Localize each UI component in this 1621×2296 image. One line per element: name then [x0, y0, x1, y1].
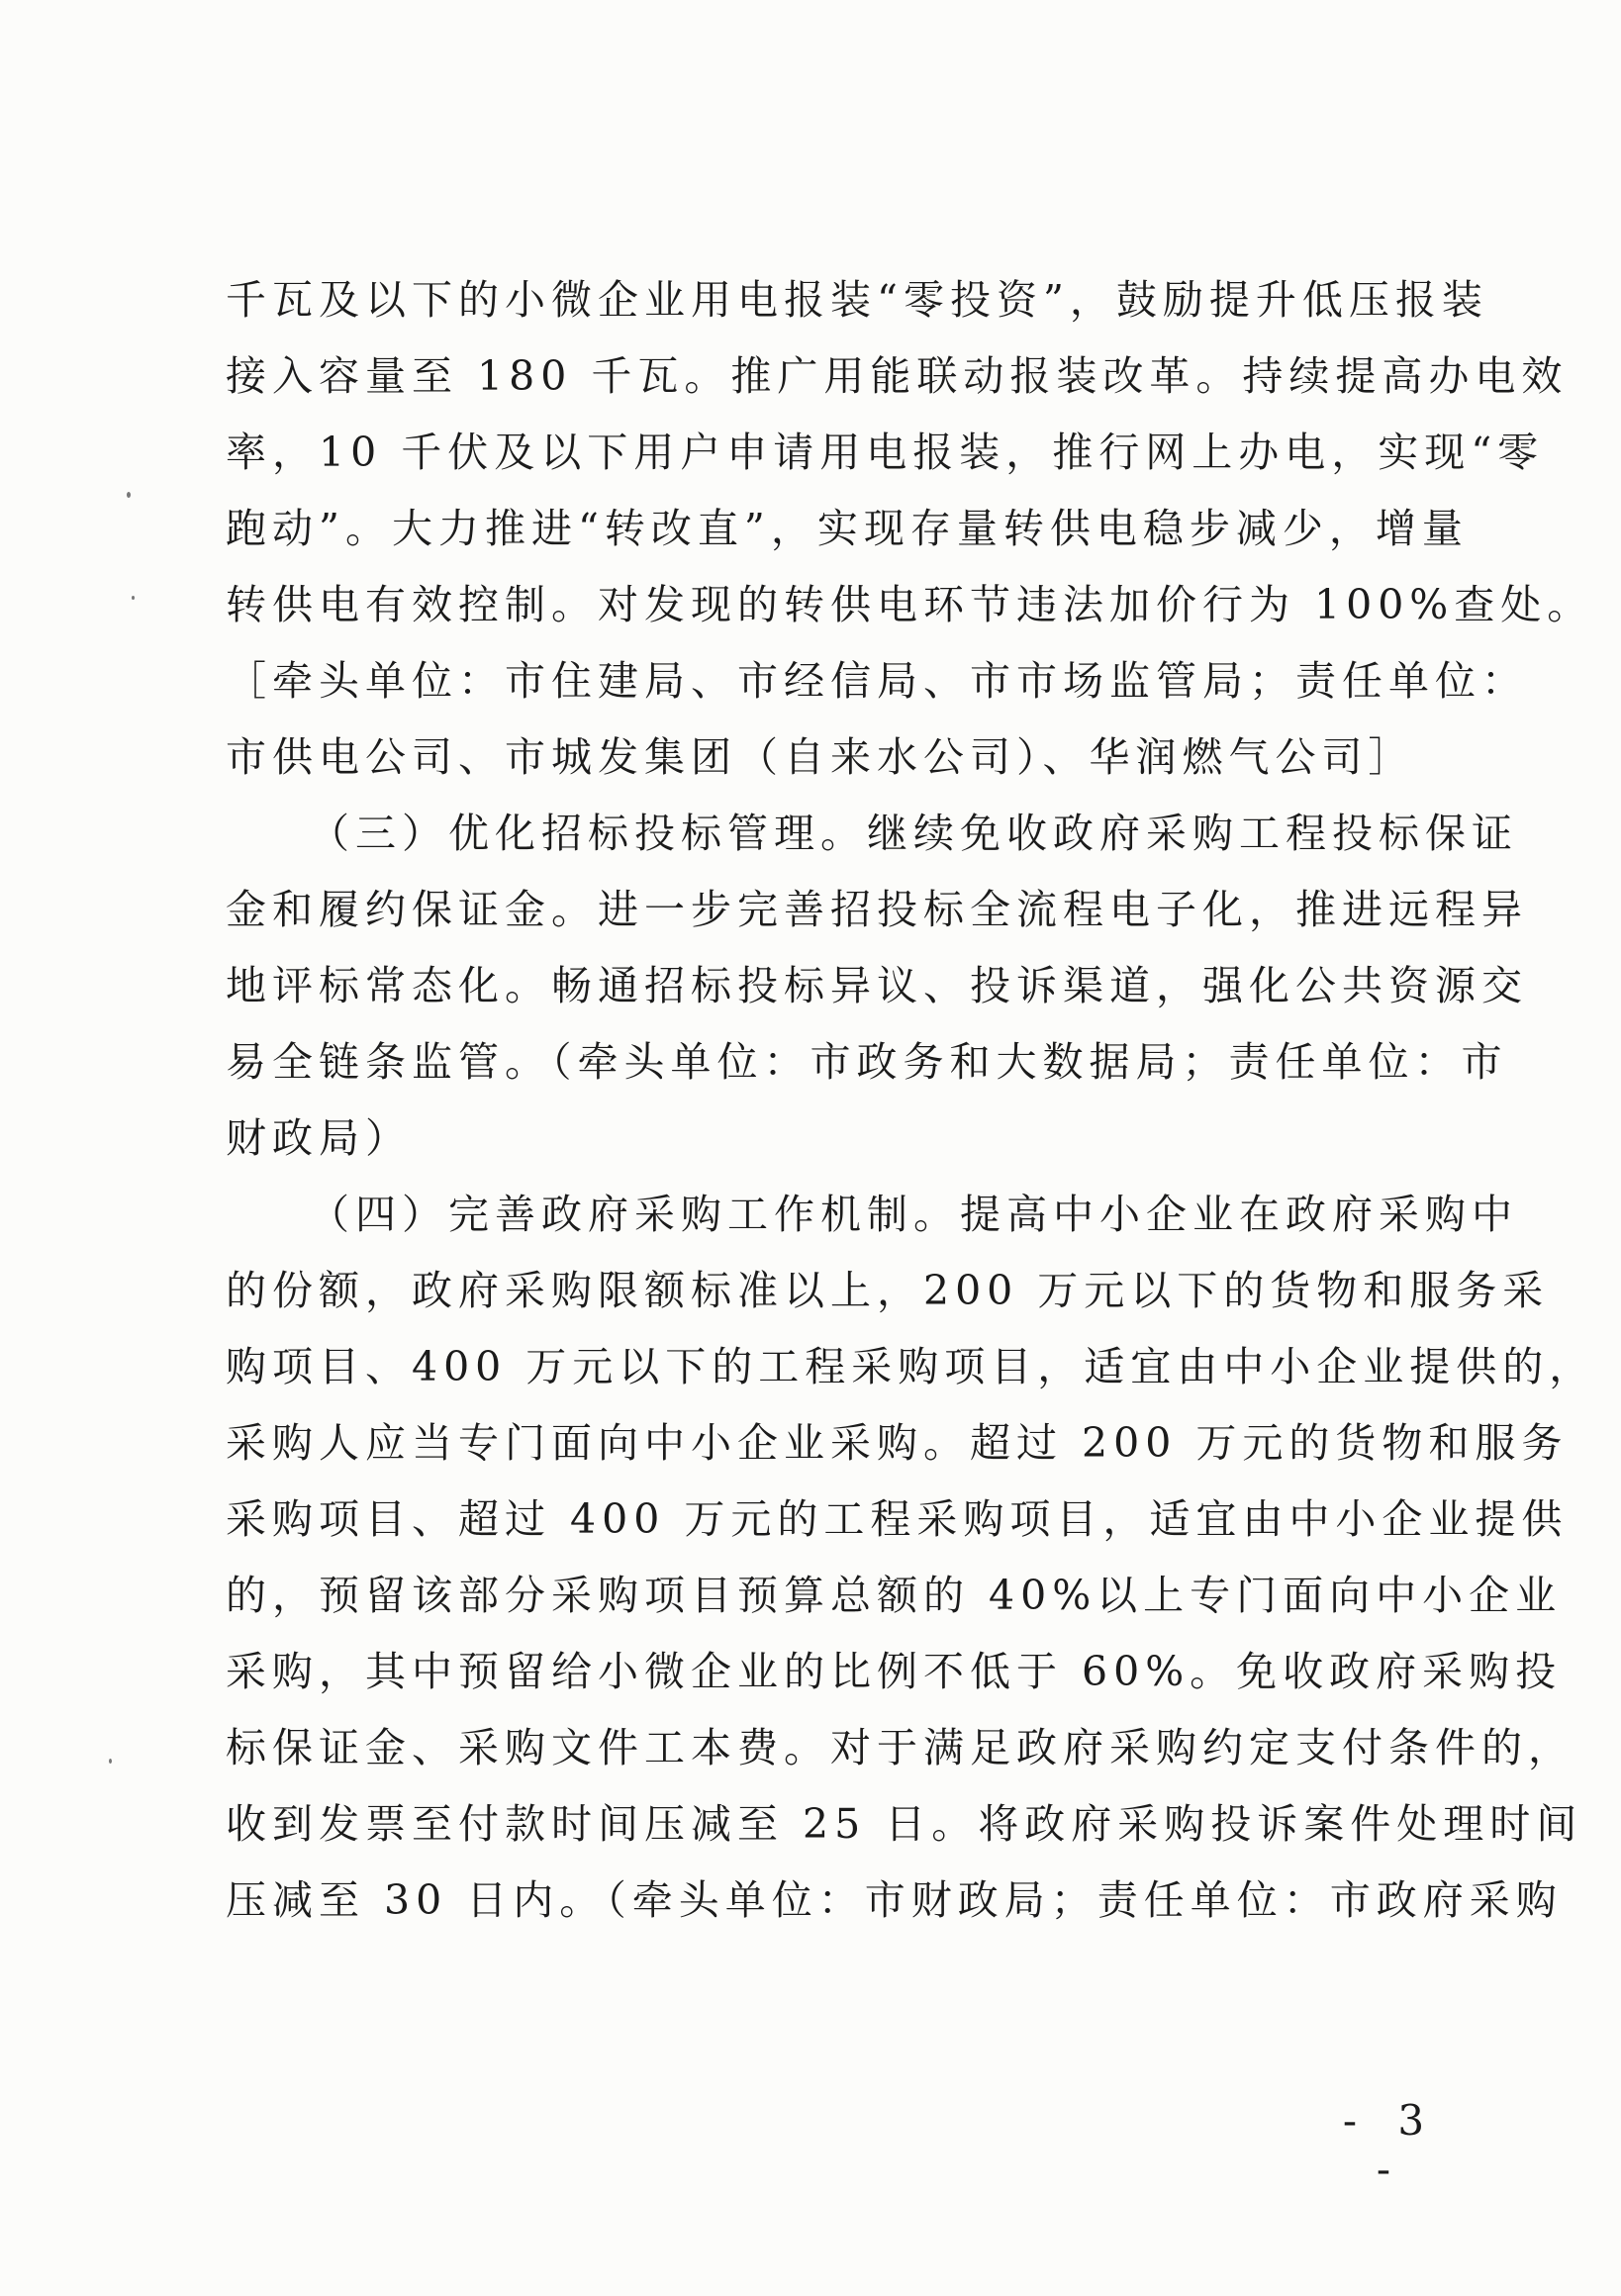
text-line: 易全链条监管。（牵头单位：市政务和大数据局；责任单位：市 — [226, 1038, 1508, 1086]
text-line: 采购，其中预留给小微企业的比例不低于 60%。免收政府采购投 — [226, 1648, 1563, 1695]
text-line: 采购项目、超过 400 万元的工程采购项目，适宜由中小企业提供 — [226, 1495, 1569, 1543]
paragraph-heading-line: （三）优化招标投标管理。继续免收政府采购工程投标保证 — [309, 810, 1518, 857]
text-line: 的份额，政府采购限额标准以上，200 万元以下的货物和服务采 — [226, 1267, 1550, 1314]
paragraph-heading-line: （四）完善政府采购工作机制。提高中小企业在政府采购中 — [309, 1191, 1518, 1238]
scan-speck — [127, 492, 131, 498]
text-line: 跑动”。大力推进“转改直”，实现存量转供电稳步减少，增量 — [226, 505, 1469, 552]
text-line: 标保证金、采购文件工本费。对于满足政府采购约定支付条件的， — [226, 1724, 1574, 1771]
text-line: 地评标常态化。畅通招标投标异议、投诉渠道，强化公共资源交 — [226, 962, 1528, 1009]
text-line: 采购人应当专门面向中小企业采购。超过 200 万元的货物和服务 — [226, 1419, 1569, 1467]
text-line: 转供电有效控制。对发现的转供电环节违法加价行为 100%查处。 — [226, 581, 1594, 628]
text-line: ［牵头单位：市住建局、市经信局、市市场监管局；责任单位： — [226, 657, 1528, 705]
text-line: 财政局） — [226, 1114, 412, 1162]
page-number: - 3 - — [1342, 2096, 1439, 2193]
text-line: 千瓦及以下的小微企业用电报装“零投资”，鼓励提升低压报装 — [226, 276, 1488, 324]
text-line: 压减至 30 日内。（牵头单位：市财政局；责任单位：市政府采购 — [226, 1876, 1563, 1924]
text-line: 率，10 千伏及以下用户申请用电报装，推行网上办电，实现“零 — [226, 429, 1545, 476]
text-line: 市供电公司、市城发集团（自来水公司）、华润燃气公司］ — [226, 733, 1415, 781]
body-text — [226, 262, 1596, 1939]
text-line: 金和履约保证金。进一步完善招投标全流程电子化，推进远程异 — [226, 886, 1528, 933]
scan-speck — [109, 1759, 112, 1764]
text-line: 接入容量至 180 千瓦。推广用能联动报装改革。持续提高办电效 — [226, 352, 1569, 400]
text-line: 购项目、400 万元以下的工程采购项目，适宜由中小企业提供的， — [226, 1343, 1596, 1390]
text-line: 的，预留该部分采购项目预算总额的 40%以上专门面向中小企业 — [226, 1572, 1563, 1619]
scan-speck — [132, 596, 135, 600]
text-line: 收到发票至付款时间压减至 25 日。将政府采购投诉案件处理时间 — [226, 1800, 1583, 1848]
